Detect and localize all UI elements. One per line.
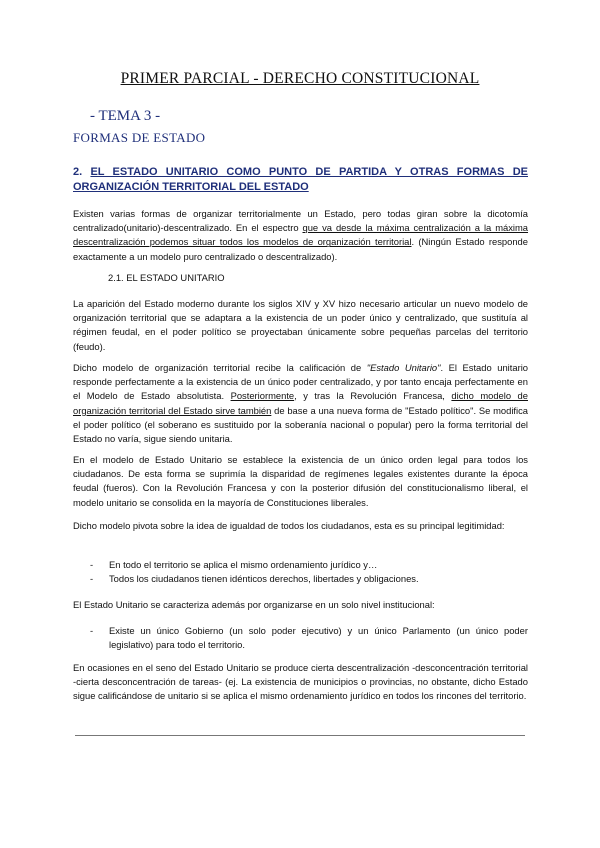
paragraph-descentralizacion: En ocasiones en el seno del Estado Unitario se produce cierta descentralización -desconcentración territorial -cierta desconcentración de tareas- (ej. La existencia de municipios o provincias, no obstante, dicho Estado sigue calificándose de unitario si se aplica el mismo ordenamiento jurídico en todos los rincones del territorio.	[73, 662, 528, 702]
underlined-text: Posteriormente	[230, 390, 295, 402]
bullet-dash: -	[90, 625, 94, 636]
list-item-text: Existe un único Gobierno (un solo poder ejecutivo) y un único Parlamento (un único poder legislativo) para todo el territorio.	[109, 625, 528, 651]
tema-heading: - TEMA 3 -	[90, 108, 161, 124]
paragraph-text: , y tras la Revolución Francesa,	[294, 390, 452, 402]
underlined-text: que va desde la máxima centralización a la máxima descentralización podemos situar todos los modelos de organización territorial	[73, 222, 529, 248]
paragraph-estado-unitario	[73, 361, 528, 446]
italic-term: "Estado Unitario"	[366, 362, 441, 373]
paragraph-origin: La aparición del Estado moderno durante los siglos XIV y XV hizo necesario articular un nuevo modelo de organización territorial que se adaptara a la existencia de un poder único y centralizado, que sustituía al régimen feudal, en el poder político se proyectaban únicamente sobre pequeñas parcelas del territorio (feudo).	[73, 298, 528, 352]
paragraph-nivel-institucional: El Estado Unitario se caracteriza además por organizarse en un solo nivel institucional:	[73, 599, 435, 610]
subsection-heading: 2.1. EL ESTADO UNITARIO	[108, 272, 225, 283]
section-number: 2.	[73, 166, 83, 178]
section-heading	[73, 165, 528, 195]
list-item-text: En todo el territorio se aplica el mismo ordenamiento jurídico y…	[109, 559, 378, 570]
page-title: PRIMER PARCIAL - DERECHO CONSTITUCIONAL	[120, 70, 480, 87]
paragraph-text: de base a una nueva forma de "Estado político". Se modifica el poder político (el soberano es sustituido por la soberanía nacional o popular) pero la forma territorial del Estado no varía, sigue siendo unitaria.	[73, 404, 528, 445]
underlined-text: dicho modelo de organización territorial del Estado sirve también	[73, 390, 528, 416]
list-item	[90, 572, 528, 586]
paragraph-text: . (Ningún Estado responde exactamente a un modelo puro centralizado o descentralizado).	[73, 236, 528, 262]
chapter-subtitle: FORMAS DE ESTADO	[73, 130, 206, 145]
list-item	[90, 558, 528, 572]
paragraph-text: . El Estado unitario responde perfectamente a la existencia de un único poder centralizado, y por tanto encaja perfectamente en el Modelo de Estado absolutista.	[73, 362, 528, 402]
paragraph-intro	[73, 207, 528, 264]
paragraph-text: Dicho modelo de organización territorial recibe la calificación de	[73, 362, 367, 373]
bullet-dash: -	[90, 573, 94, 585]
list-institucional	[90, 624, 528, 652]
list-igualdad	[90, 558, 528, 586]
paragraph-igualdad: Dicho modelo pivota sobre la idea de igualdad de todos los ciudadanos, esta es su principal legitimidad:	[73, 520, 505, 531]
bullet-dash: -	[90, 559, 94, 570]
paragraph-text: Existen varias formas de organizar territorialmente un Estado, pero todas giran sobre la dicotomía centralizado(unitario)-descentralizado. En el espectro	[73, 208, 528, 234]
paragraph-orden-legal: En el modelo de Estado Unitario se establece la existencia de un único orden legal para todos los ciudadanos. De esta forma se suprimía la disparidad de regímenes legales existentes durante la época feudal (fueros). Con la Revolución Francesa y con la posterior difusión del constitucionalismo liberal, el modelo unitario se consolida en la mayoría de Constituciones liberales.	[73, 454, 528, 508]
list-item	[90, 624, 528, 652]
footer-divider	[75, 735, 525, 736]
list-item-text: Todos los ciudadanos tienen idénticos derechos, libertades y obligaciones.	[109, 573, 419, 585]
section-title: EL ESTADO UNITARIO COMO PUNTO DE PARTIDA Y OTRAS FORMAS DE ORGANIZACIÓN TERRITORIAL DEL ESTADO	[73, 166, 528, 193]
